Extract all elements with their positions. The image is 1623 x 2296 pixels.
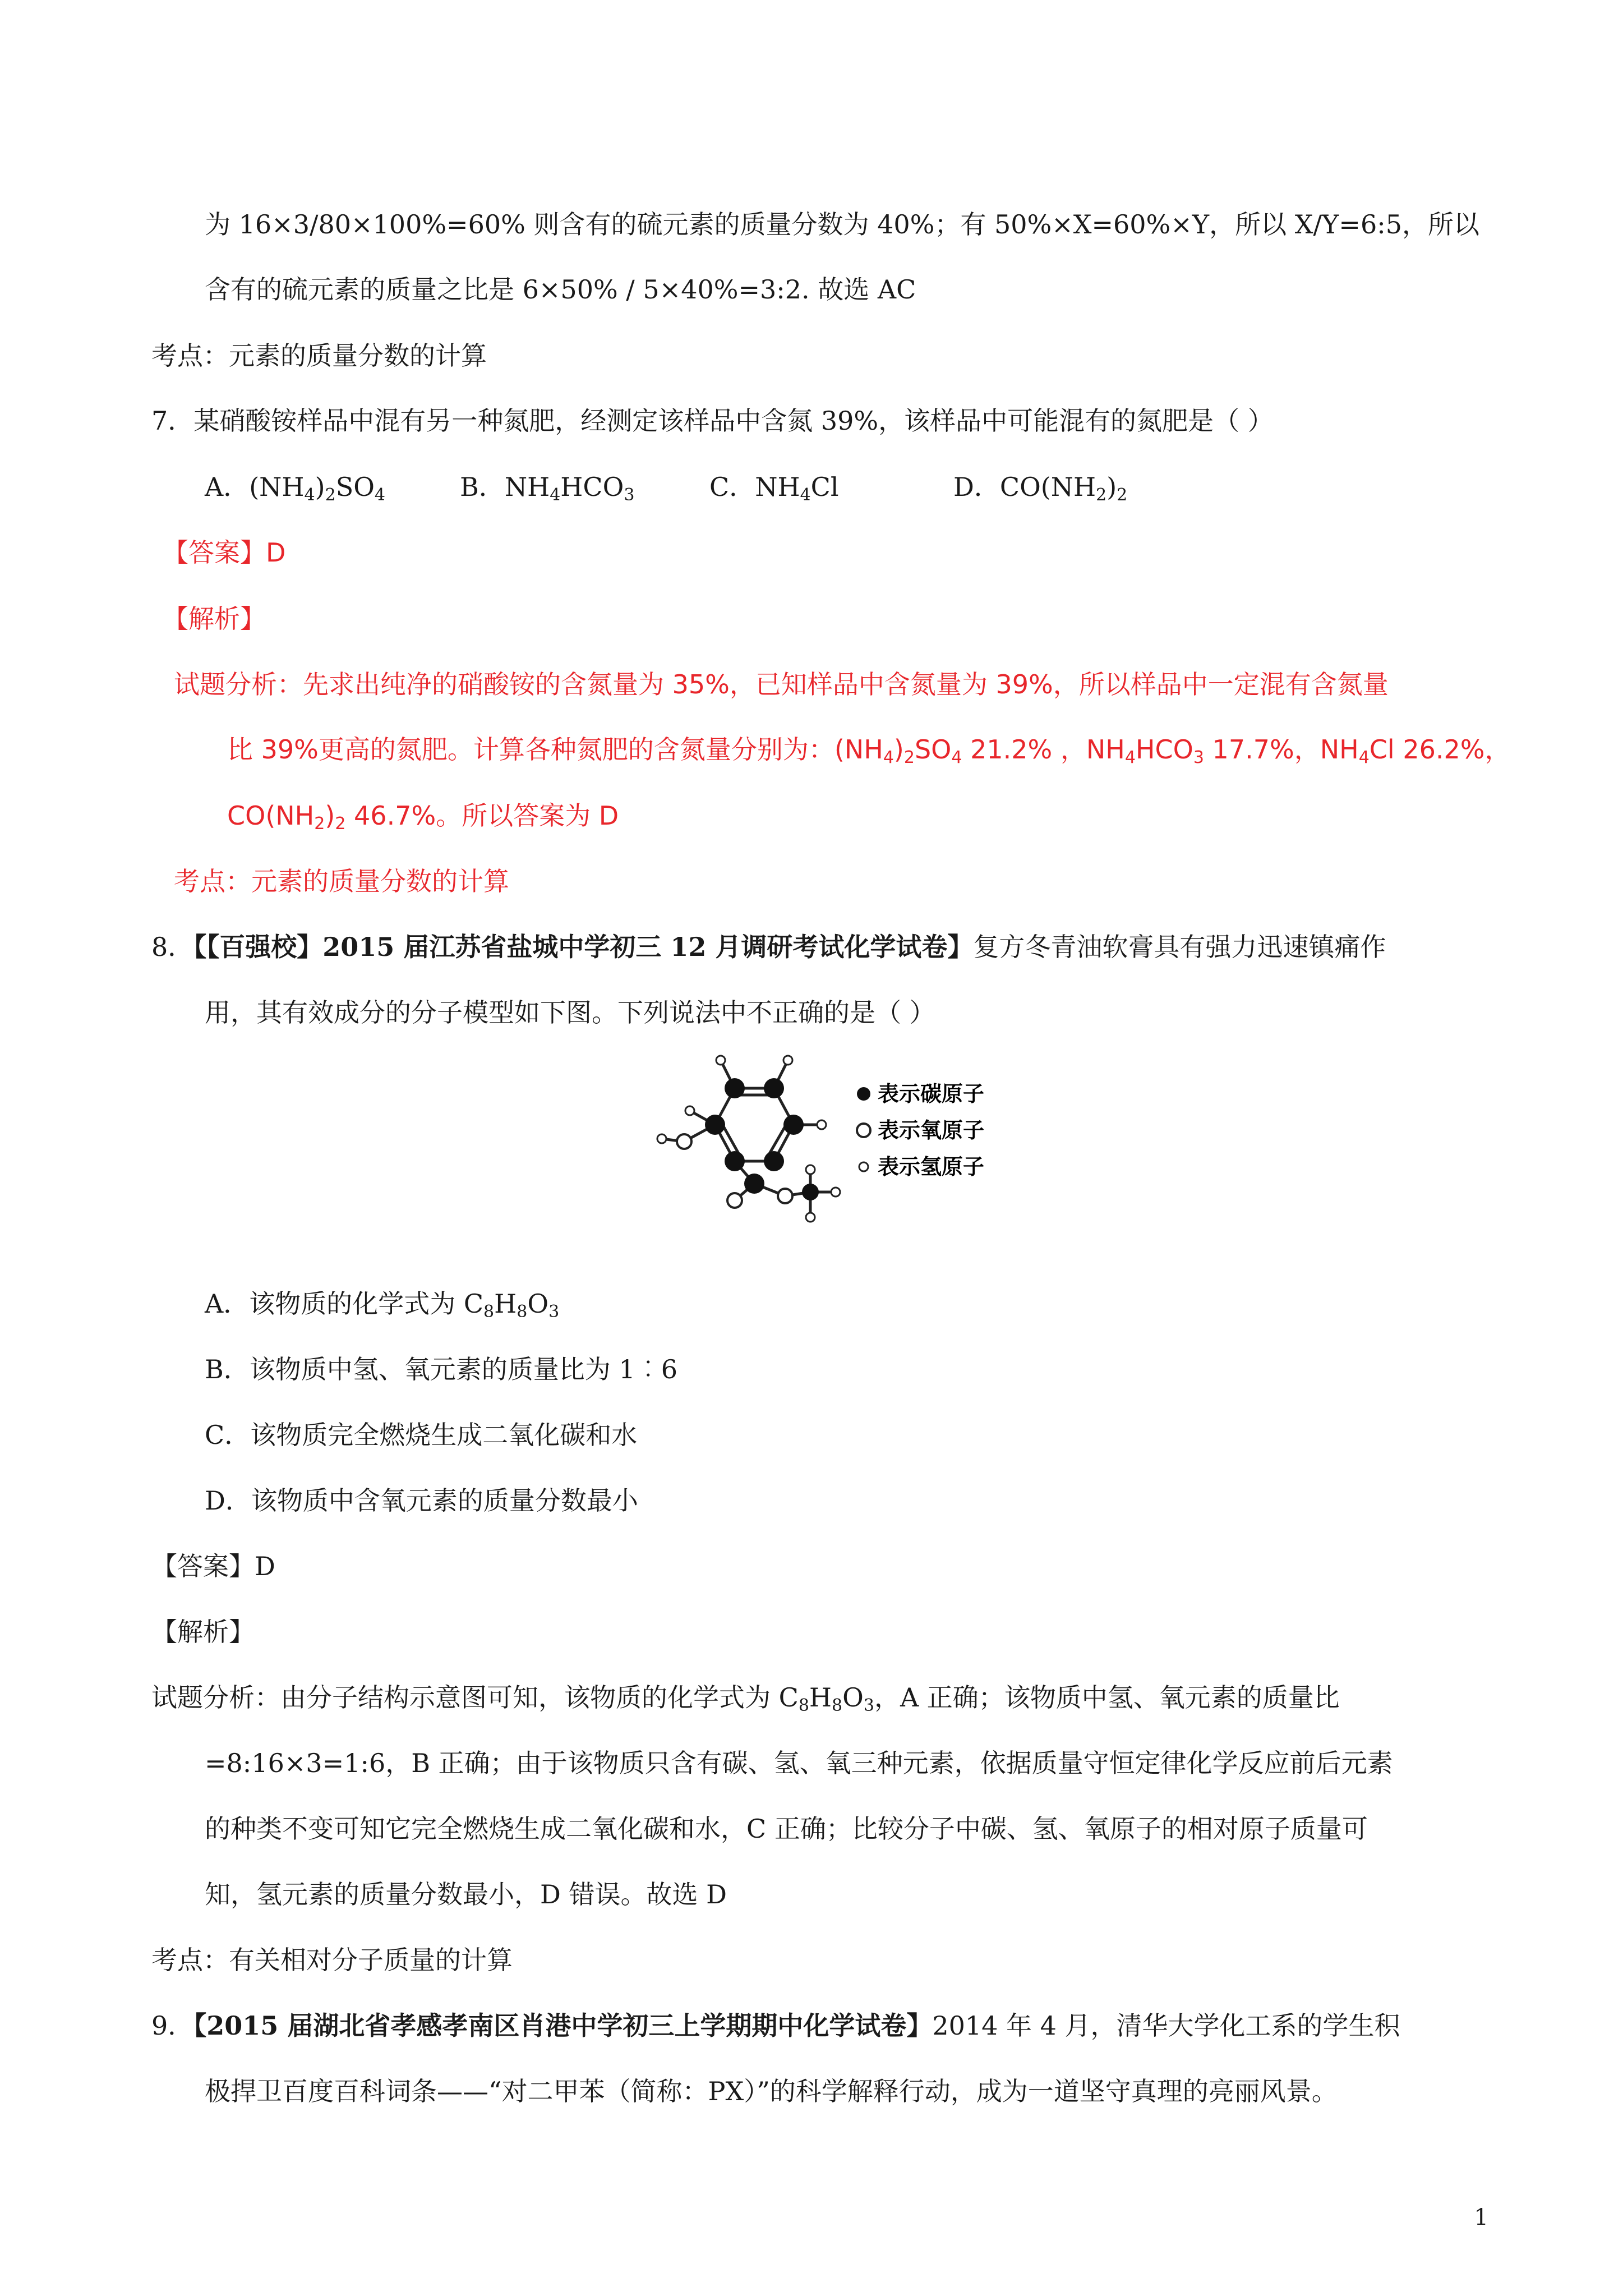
page-number: 1	[1474, 2205, 1488, 2230]
q8-stem: 8．【【百强校】2015 届江苏省盐城中学初三 12 月调研考试化学试卷】复方冬青油软膏具有强力迅速镇痛作	[151, 932, 1386, 962]
q7-analysis-line-3: $CO(NH_2)_2$ 46.7%。所以答案为 D	[227, 800, 619, 834]
q8-option-a: A．该物质的化学式为 $C_8H_8O_3$	[205, 1289, 560, 1322]
q9-stem-line-2: 极捍卫百度百科词条——“对二甲苯（简称：PX）”的科学解释行动，成为一道坚守真理的亮丽风景。	[205, 2076, 1338, 2106]
legend-hydrogen: 表示氢原子	[878, 1154, 985, 1179]
q7-option-a: A．$(NH_4)_2SO_4$	[205, 472, 386, 505]
q8-analysis-line-3: 的种类不变可知它完全燃烧生成二氧化碳和水，C 正确；比较分子中碳、氢、氧原子的相对原子质量可	[205, 1814, 1368, 1844]
q8-analysis-line-2: =8:16×3=1:6，B 正确；由于该物质只含有碳、氢、氧三种元素，依据质量守恒定律化学反应前后元素	[205, 1748, 1393, 1778]
legend-carbon: 表示碳原子	[878, 1082, 985, 1106]
q8-option-c: C．该物质完全燃烧生成二氧化碳和水	[205, 1420, 638, 1450]
q8-analysis-line-1: 试题分析：由分子结构示意图可知，该物质的化学式为 $C_8H_8O_3$，A 正确；该物质中氢、氧元素的质量比	[151, 1682, 1340, 1715]
figure-legend	[857, 1082, 984, 1179]
legend-oxygen: 表示氧原子	[878, 1118, 985, 1143]
q7-option-c: C．$NH_4Cl$	[709, 472, 839, 505]
q8-stem-line-2: 用，其有效成分的分子模型如下图。下列说法中不正确的是（ ）	[205, 997, 935, 1028]
q9-stem: 9．【2015 届湖北省孝感孝南区肖港中学初三上学期期中化学试卷】2014 年 4 月，清华大学化工系的学生积	[151, 2010, 1400, 2041]
q8-answer: 【答案】D	[151, 1551, 275, 1581]
q7-stem: 7．某硝酸铵样品中混有另一种氮肥，经测定该样品中含氮 39%，该样品中可能混有的氮肥是（ ）	[151, 406, 1274, 436]
q7-analysis-heading: 【解析】	[163, 604, 266, 634]
q8-analysis-line-4: 知，氢元素的质量分数最小，D 错误。故选 D	[205, 1879, 727, 1910]
legend-oxygen-icon	[857, 1124, 870, 1137]
q7-answer: 【答案】D	[163, 537, 286, 568]
legend-carbon-icon	[857, 1087, 870, 1101]
q7-kaodian: 考点：元素的质量分数的计算	[174, 866, 509, 896]
q7-option-d: D．$CO(NH_2)_2$	[953, 472, 1128, 505]
molecule-model-figure	[628, 1043, 1021, 1251]
q7-analysis-line-2: 比 39%更高的氮肥。计算各种氮肥的含氮量分别为：$(NH_4)_2SO_4$ 21.2% ，$NH_4HCO_3$ 17.7%，$NH_4Cl$ 26.2%，	[227, 734, 1511, 767]
q8-option-b: B．该物质中氢、氧元素的质量比为 1︰6	[205, 1354, 677, 1384]
legend-hydrogen-icon	[859, 1162, 868, 1171]
q8-analysis-heading: 【解析】	[151, 1617, 255, 1647]
q7-option-b: B．$NH_4HCO_3$	[460, 472, 635, 505]
q8-option-d: D．该物质中含氧元素的质量分数最小	[205, 1485, 638, 1516]
q8-kaodian: 考点：有关相对分子质量的计算	[151, 1945, 513, 1975]
kaodian-intro: 考点：元素的质量分数的计算	[151, 341, 487, 371]
intro-line-1: 为 16×3/80×100%=60% 则含有的硫元素的质量分数为 40%；有 50%×X=60%×Y，所以 X/Y=6:5，所以	[205, 209, 1479, 240]
intro-line-2: 含有的硫元素的质量之比是 6×50% / 5×40%=3:2. 故选 AC	[205, 274, 916, 305]
q7-analysis-line-1: 试题分析：先求出纯净的硝酸铵的含氮量为 35%，已知样品中含氮量为 39%，所以样品中一定混有含氮量	[174, 669, 1389, 700]
